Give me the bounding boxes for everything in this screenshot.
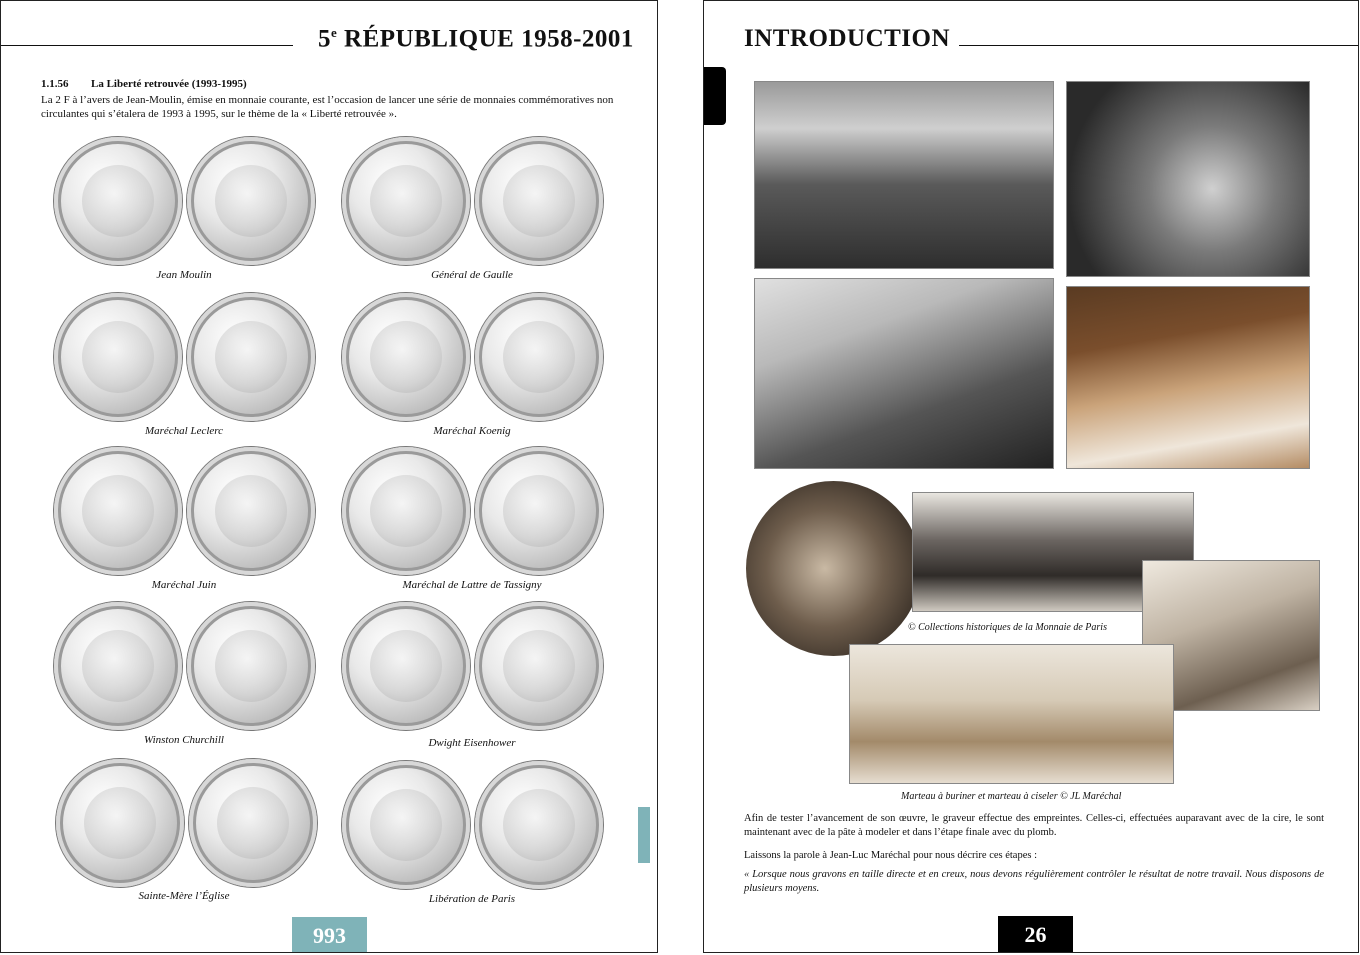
section-tab (638, 807, 650, 863)
coin-reverse-koenig (475, 293, 603, 421)
section-number: 1.1.56 (41, 78, 69, 90)
coin-obverse-juin (54, 447, 182, 575)
coin-obverse-churchill (54, 602, 182, 730)
coin-reverse-de-gaulle (475, 137, 603, 265)
workshop-photo (754, 81, 1054, 269)
workbench-photo (1066, 286, 1310, 469)
coin-obverse-koenig (342, 293, 470, 421)
coin-caption: Maréchal de Lattre de Tassigny (402, 579, 542, 591)
coin-reverse-leclerc (187, 293, 315, 421)
intro-paragraph: La 2 F à l’avers de Jean-Moulin, émise en monnaie courante, est l’occasion de lancer une série de monnaies commémoratives non circulantes qui s’étalera de 1993 à 1995, sur le thème de la « Liberté retrouvée ». (41, 94, 614, 120)
left-page (0, 0, 658, 953)
coin-reverse-eisenhower (475, 602, 603, 730)
coin-obverse-de-gaulle (342, 137, 470, 265)
coin-reverse-sainte-mere (189, 759, 317, 887)
engravers-room-photo (754, 278, 1054, 469)
header-rule (959, 45, 1359, 46)
coin-obverse-eisenhower (342, 602, 470, 730)
coin-caption: Dwight Eisenhower (428, 737, 516, 749)
section-title: La Liberté retrouvée (1993-1995) (91, 78, 247, 90)
coin-reverse-jean-moulin (187, 137, 315, 265)
chapter-tab (704, 67, 726, 125)
quote-paragraph: « Lorsque nous gravons en taille directe et en creux, nous devons régulièrement contrôler le résultat de notre travail. Nous disposons de plusieurs moyens. (744, 869, 1324, 894)
right-page (703, 0, 1359, 953)
coin-obverse-liberation-paris (342, 761, 470, 889)
coin-reverse-juin (187, 447, 315, 575)
page-header-title: INTRODUCTION (744, 25, 951, 52)
page-number: 993 (292, 917, 367, 953)
coin-obverse-leclerc (54, 293, 182, 421)
coin-caption: Maréchal Koenig (433, 425, 511, 437)
photo-credit-monnaie: © Collections historiques de la Monnaie de Paris (908, 622, 1107, 633)
punches-closeup-photo (746, 481, 921, 656)
coin-caption: Sainte-Mère l’Église (138, 890, 230, 902)
coin-reverse-liberation-paris (475, 761, 603, 889)
body-paragraph: Laissons la parole à Jean-Luc Maréchal pour nous décrire ces étapes : (744, 850, 1038, 861)
coin-obverse-jean-moulin (54, 137, 182, 265)
photo-credit-hammers: Marteau à buriner et marteau à ciseler © JL Maréchal (901, 791, 1122, 802)
coin-caption: Jean Moulin (156, 269, 212, 281)
coin-obverse-sainte-mere (56, 759, 184, 887)
engraver-hands-photo (1066, 81, 1310, 277)
coin-caption: Général de Gaulle (431, 269, 513, 281)
header-rule (1, 45, 293, 46)
coin-caption: Maréchal Leclerc (144, 425, 224, 437)
coin-caption: Winston Churchill (144, 734, 224, 746)
page-header-title: 5e RÉPUBLIQUE 1958-2001 (318, 25, 634, 53)
coin-reverse-churchill (187, 602, 315, 730)
coin-obverse-de-lattre (342, 447, 470, 575)
body-paragraph: Afin de tester l’avancement de son œuvre, le graveur effectue des empreintes. Celles-ci, effectuées auparavant avec de la cire, le sont maintenant avec de la pâte à modeler et dans l’étape finale avec du plomb. (744, 813, 1324, 838)
hammers-photo (849, 644, 1174, 784)
page-number: 26 (998, 916, 1073, 953)
coin-caption: Maréchal Juin (151, 579, 217, 591)
coin-caption: Libération de Paris (428, 893, 516, 905)
coin-reverse-de-lattre (475, 447, 603, 575)
